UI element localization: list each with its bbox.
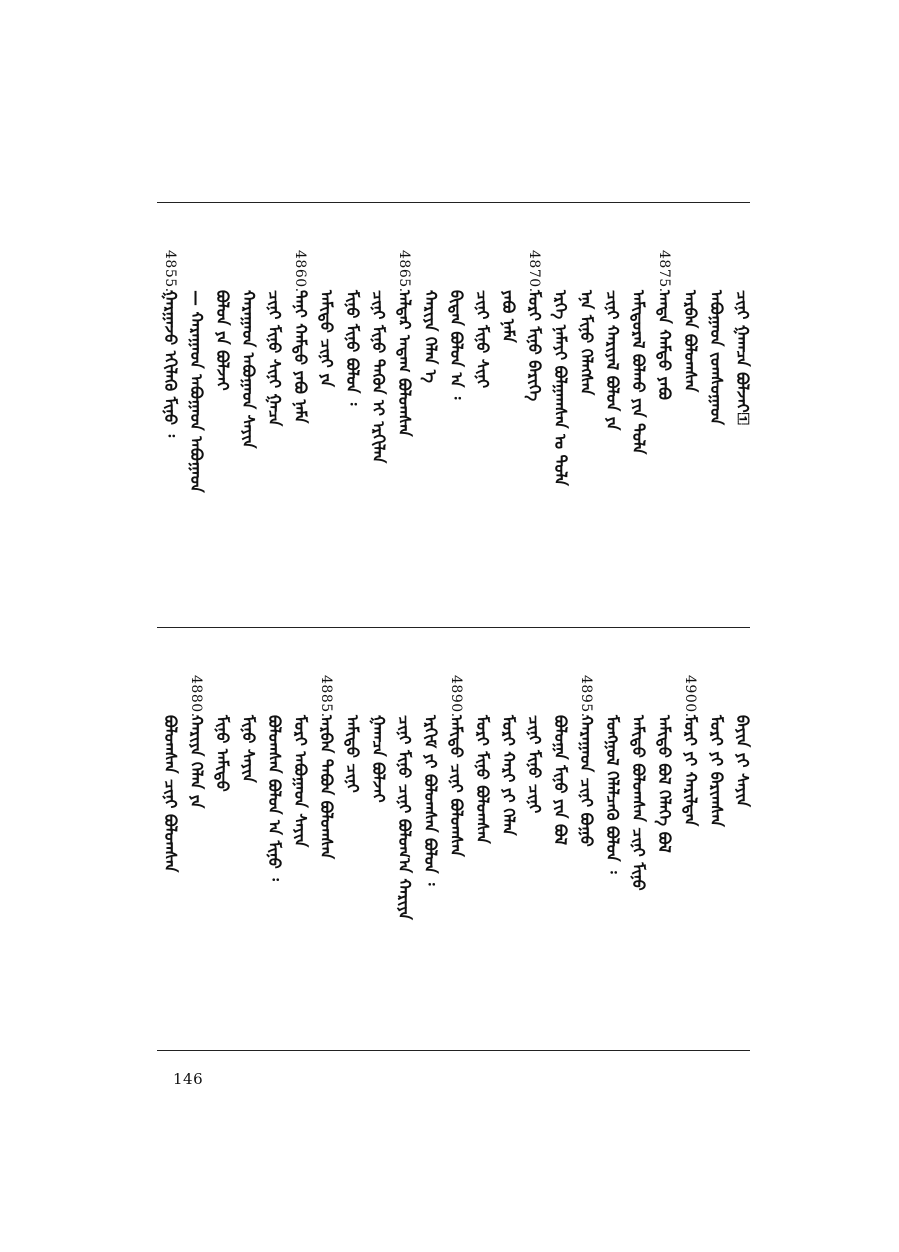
verse-line: ᠠᠮᠢᠳᠤ ᠪᠣᠯ ᠬᠡᠯᠡᠭᠡ ᠪᠣᠯ (655, 715, 674, 853)
verse-line: ᠴᠢᠨᠢ ᠮᠢᠨᠦ ᠲᠡᠭᠦᠨ ᠢ ᠡᠷᠬᠢᠯᠡᠨ (369, 290, 388, 464)
verse-line: ᠬᠠᠷᠠᠭᠠᠳ ᠠᠪᠤᠭᠠᠳ ᠰᠠᠶᠢᠨ (239, 290, 258, 449)
verse-column (651, 637, 677, 1040)
verse-line: ᠠᠮᠢᠳᠤ ᠴᠢᠨᠢ ᠪᠣᠯᠤᠭᠰᠠᠨ (447, 715, 466, 857)
verse-column (339, 212, 365, 618)
verse-line: ᠮᠢᠨᠦ ᠮᠢᠨᠦ ᠪᠣᠯᠤᠨ ᠄ (343, 290, 362, 406)
verse-column (443, 212, 469, 618)
verse-column (573, 212, 599, 618)
verse-line: ᠬᠠᠷᠢᠶᠠ ᠬᠡᠯᠡᠨ ᠡ (421, 290, 440, 383)
verse-line: ᠡᠷᠬᠡ ᠨᠠᠮᠠᠶᠢ ᠪᠣᠯᠭᠠᠭᠰᠠᠨ ᠤ ᠲᠤᠯᠠ (551, 290, 570, 486)
verse-line: ᠠᠷᠪᠠᠨ ᠪᠣᠯᠣᠭᠰᠠᠨ (681, 290, 700, 393)
verse-line: ᠠᠮᠢᠳᠤ ᠪᠣᠯᠤᠭᠰᠠᠨ ᠴᠢᠨᠢ ᠮᠢᠨᠦ (629, 715, 648, 891)
page-number: 146 (173, 1070, 204, 1088)
verse-column (209, 637, 235, 1040)
verse-line: ᠴᠢᠨᠢ ᠮᠢᠨᠦ ᠰᠢᠨᠢ ᠭᠠᠴᠠ (265, 290, 284, 427)
verse-line: ᠮᠣᠷᠢ ᠮᠢᠨᠦ ᠪᠣᠯᠤᠭᠰᠠᠨ (473, 715, 492, 844)
verse-line: ᠪᠢᠳᠡᠨ ᠪᠣᠯᠤᠨ ᠠ ᠄ (447, 290, 466, 400)
bottom-rule (157, 1050, 750, 1051)
verse-column (599, 637, 625, 1040)
verse-line: ᠬᠠᠷᠢᠶᠠ ᠬᠡᠯᠡᠨ ᠶᠠ (187, 715, 206, 809)
verse-line: ᠮᠢᠨᠦ ᠠᠮᠢᠳᠤ (213, 715, 232, 792)
line-number: 4860. (292, 250, 308, 293)
verse-column (287, 637, 313, 1040)
line-number: 4895. (578, 675, 594, 718)
verse-line: ᠠᠮᠢᠳᠤ ᠴᠢᠨᠢ ᠶᠠ (317, 290, 336, 387)
verse-line: ᠴᠢᠨᠢ ᠭᠠᠭᠴᠠ ᠪᠣᠯᠵᠠᠶ᠋ (733, 290, 752, 425)
verse-column (365, 637, 391, 1040)
verse-line (729, 715, 755, 841)
verse-line: ᠠᠯᠳᠠᠷ ᠠᠳᠠᠭ ᠪᠣᠯᠤᠭᠰᠠᠨ (395, 290, 414, 437)
line-number: 4875. (656, 250, 672, 293)
verse-line: ᠪᠣᠯᠤᠭᠰᠠᠨ ᠪᠣᠯᠤᠨ ᠠ ᠮᠢᠨᠦ ᠄ (265, 715, 284, 881)
verse-column (495, 212, 521, 618)
line-number: 4855. (162, 250, 178, 293)
verse-line: ᠡᠷᠬᠢᠮ ᠶᠢ ᠪᠣᠯᠤᠭᠰᠠᠨ ᠪᠣᠯᠤᠨ ᠄ (421, 715, 440, 886)
verse-line: ᠴᠢᠨᠢ ᠮᠢᠨᠦ ᠴᠢᠨᠢ ᠪᠣᠯᠤᠭ᠎ᠠ ᠬᠠᠷᠢᠶᠠ (395, 715, 414, 920)
verse-column (495, 637, 521, 1040)
verse-line: ᠴᠢᠨᠢ ᠮᠢᠨᠦ ᠰᠢᠨᠢ (473, 290, 492, 389)
verse-line: ᠭᠠᠷᠭᠠᠵᠤ ᠡᠬᠢᠯᠡᠬᠦ ᠮᠢᠨᠦ ᠄ (161, 290, 180, 438)
verse-column (313, 637, 339, 1040)
top-verse-panel (157, 212, 750, 618)
verse-line: ᠠᠮᠢᠳᠤᠷᠠᠯ ᠪᠣᠯᠬᠤ ᠶᠢᠨ ᠲᠤᠯᠠ (629, 290, 648, 455)
verse-column (391, 212, 417, 618)
top-rule (157, 202, 750, 203)
verse-line: ᠮᠣᠷᠢ ᠬᠠᠷᠢ ᠶᠢ ᠬᠡᠯᠡᠨ (499, 715, 518, 836)
verse-column (443, 637, 469, 1040)
verse-column (183, 637, 209, 1040)
verse-line: ᠡᠨᠡ ᠮᠢᠨᠦ ᠬᠡᠯᠡᠭᠰᠡᠨ (577, 290, 596, 396)
line-number: 4880. (188, 675, 204, 718)
line-number: 4885. (318, 675, 334, 718)
verse-column (573, 637, 599, 1040)
line-number: 4865. (396, 250, 412, 293)
verse-column (287, 212, 313, 618)
verse-line: ᠮᠣᠷᠢ ᠠᠪᠤᠭᠠᠳ ᠰᠠᠶᠢᠨ (291, 715, 310, 848)
verse-line: ᠪᠣᠯᠤᠨ ᠶᠠ ᠪᠣᠯᠵᠠᠶ (213, 290, 232, 391)
verse-line: ᠲᠠᠨᠢ ᠬᠠᠮᠲᠤ ᠶᠠᠪᠤ ᠨᠠᠮᠠ (291, 290, 310, 424)
verse-line: ᠪᠠᠶᠢᠨ ᠶᠢ ᠰᠠᠶᠢᠨ (733, 715, 752, 807)
verse-line: — ᠬᠠᠷᠠᠭᠠᠳ ᠠᠪᠤᠭᠠᠳ ᠠᠪᠤᠭᠠᠳ (187, 290, 206, 493)
verse-column (729, 212, 755, 618)
verse-line: ᠪᠣᠯᠤᠭᠰᠠᠨ ᠴᠢᠨᠢ ᠪᠣᠯᠤᠭᠰᠠᠨ (161, 715, 180, 873)
verse-line: ᠠᠮᠢᠳᠤ ᠴᠢᠨᠢ (343, 715, 362, 793)
verse-line: ᠮᠣᠩᠭᠣᠯ ᠬᠡᠯᠡᠯᠴᠡᠬᠦ ᠪᠣᠯᠤᠨ ᠄ (603, 715, 622, 874)
bottom-verse-panel (157, 637, 750, 1040)
middle-rule (157, 627, 750, 628)
verse-column (365, 212, 391, 618)
verse-column (521, 212, 547, 618)
verse-column (677, 212, 703, 618)
verse-column (547, 637, 573, 1040)
verse-column (417, 212, 443, 618)
verse-column (261, 637, 287, 1040)
verse-column (313, 212, 339, 618)
verse-line: ᠴᠢᠨᠢ ᠬᠠᠷᠢᠶᠠᠯ ᠪᠣᠯᠤᠨ ᠶᠠ (603, 290, 622, 431)
verse-column (599, 212, 625, 618)
verse-column (547, 212, 573, 618)
verse-column (625, 212, 651, 618)
verse-line: ᠶᠠᠪᠤ ᠨᠠᠮᠠ (499, 290, 518, 343)
verse-column (677, 637, 703, 1040)
verse-line: ᠴᠢᠨᠢ ᠮᠢᠨᠦ ᠴᠢᠨᠢ (525, 715, 544, 814)
line-number: 4870. (526, 250, 542, 293)
verse-column (469, 637, 495, 1040)
verse-line: ᠠᠷᠪᠠᠨ ᠲᠠᠪᠤᠨ ᠪᠣᠯᠤᠭᠰᠠᠨ (317, 715, 336, 860)
verse-column (469, 212, 495, 618)
verse-line: ᠠᠨᠳᠠ ᠬᠠᠮᠲᠤ ᠶᠠᠪᠤ (655, 290, 674, 400)
verse-column (521, 637, 547, 1040)
verse-column (235, 212, 261, 618)
verse-column (417, 637, 443, 1040)
verse-column (157, 637, 183, 1040)
line-number: 4890. (448, 675, 464, 718)
verse-line: ᠭᠠᠭᠴᠠ ᠪᠣᠯᠵᠠᠶ (369, 715, 388, 803)
verse-line: ᠪᠣᠯᠤᠭᠠ ᠮᠢᠨᠦ ᠶᠢᠨ ᠪᠣᠯ (551, 715, 570, 846)
verse-line: ᠮᠣᠷᠢ ᠶᠢ ᠪᠠᠷᠢᠭᠰᠠᠨ (707, 715, 726, 827)
verse-line: ᠮᠣᠷᠢ ᠶᠢ ᠬᠠᠷᠢᠯᠳᠠᠨ (681, 715, 700, 827)
verse-column (209, 212, 235, 618)
verse-line: ᠮᠣᠷᠢ ᠮᠢᠨᠦ ᠪᠡᠷᠢᠭᠡ (525, 290, 544, 402)
verse-line: ᠠᠪᠤᠭᠠᠳ ᠵᠣᠭᠰᠤᠭᠠᠳ (707, 290, 726, 426)
verse-column (625, 637, 651, 1040)
verse-column (391, 637, 417, 1040)
verse-column (703, 212, 729, 618)
verse-column (339, 637, 365, 1040)
verse-column (157, 212, 183, 618)
verse-column (235, 637, 261, 1040)
verse-line: ᠬᠠᠷᠠᠭᠠᠳ ᠴᠢᠨᠢ ᠪᠤᠭᠤ (577, 715, 596, 847)
line-number: 4900. (682, 675, 698, 718)
verse-column (651, 212, 677, 618)
verse-column (703, 637, 729, 1040)
verse-column (261, 212, 287, 618)
verse-line: ᠮᠢᠨᠦ ᠰᠠᠶᠢᠨ (239, 715, 258, 783)
verse-column (183, 212, 209, 618)
